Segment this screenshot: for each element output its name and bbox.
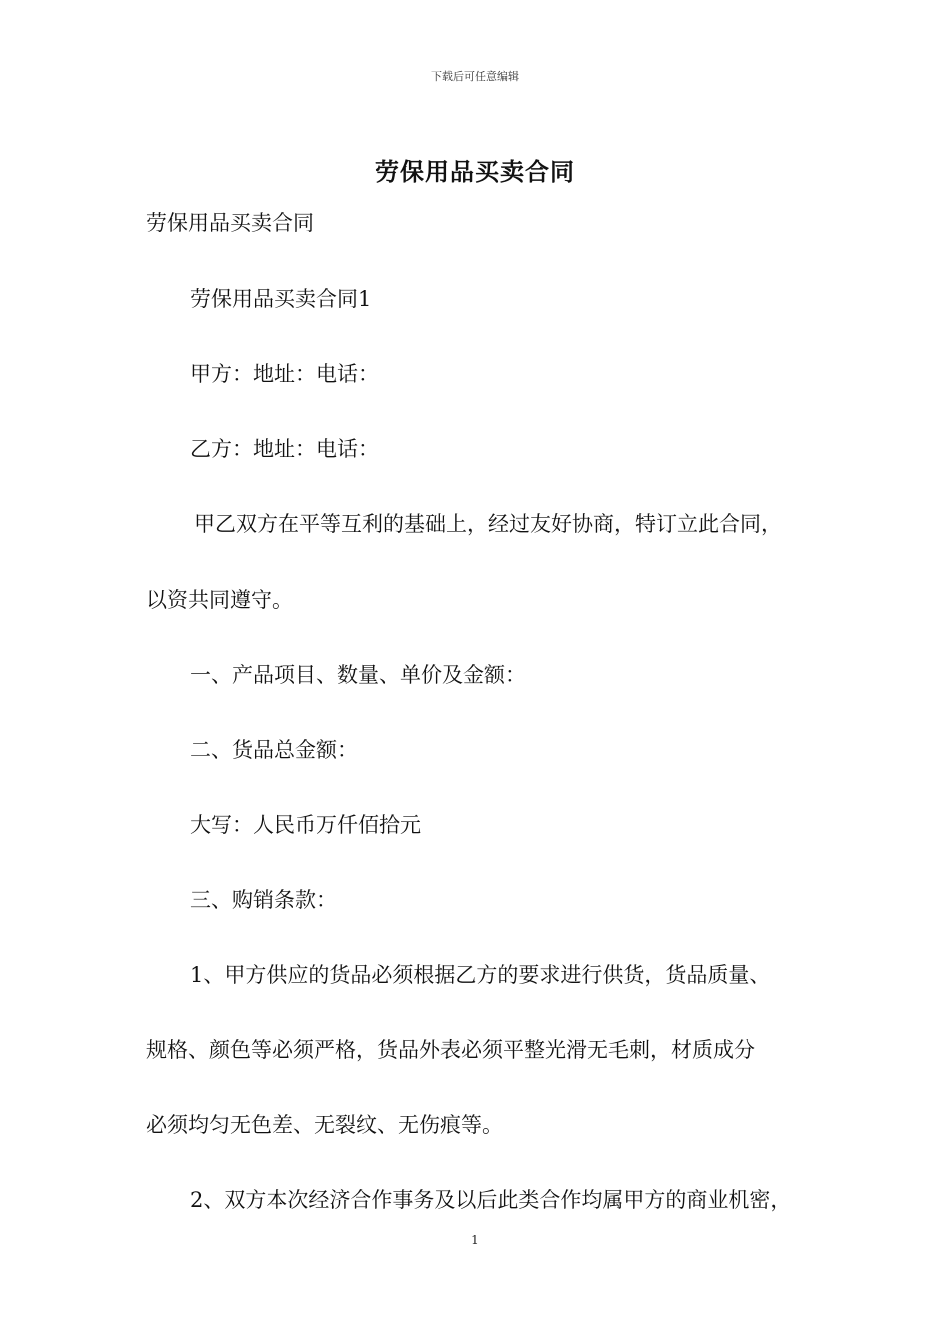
page-number: 1	[471, 1233, 479, 1247]
doc-line-clause-1c: 必须均匀无色差、无裂纹、无伤痕等。	[146, 1113, 503, 1137]
doc-line-clause-1a: 1、甲方供应的货品必须根据乙方的要求进行供货，货品质量、	[190, 963, 771, 987]
doc-line-contract-heading: 劳保用品买卖合同1	[190, 287, 372, 311]
doc-line-subtitle: 劳保用品买卖合同	[146, 211, 314, 235]
doc-line-preamble-1: 甲乙双方在平等互利的基础上，经过友好协商，特订立此合同，	[194, 512, 782, 536]
doc-line-section-2: 二、货品总金额：	[190, 738, 358, 762]
doc-line-party-a: 甲方：地址：电话：	[190, 362, 379, 386]
doc-line-preamble-2: 以资共同遵守。	[146, 588, 293, 612]
header-note: 下载后可任意编辑	[431, 70, 519, 83]
doc-line-section-3: 三、购销条款：	[190, 888, 337, 912]
doc-line-party-b: 乙方：地址：电话：	[190, 437, 379, 461]
doc-line-clause-2a: 2、双方本次经济合作事务及以后此类合作均属甲方的商业机密，	[190, 1188, 792, 1212]
document-title: 劳保用品买卖合同	[375, 157, 575, 186]
doc-line-amount-words: 大写：人民币万仟佰拾元	[190, 813, 421, 837]
doc-line-clause-1b: 规格、颜色等必须严格，货品外表必须平整光滑无毛刺，材质成分	[146, 1038, 755, 1062]
doc-line-section-1: 一、产品项目、数量、单价及金额：	[190, 663, 526, 687]
